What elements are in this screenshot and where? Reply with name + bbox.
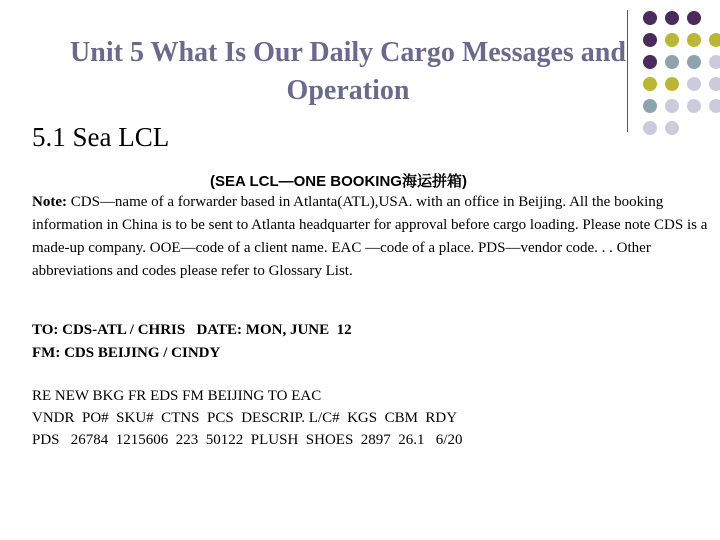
slide-title bbox=[18, 34, 678, 110]
dot bbox=[665, 11, 679, 25]
dot bbox=[687, 33, 701, 47]
decorative-divider bbox=[627, 10, 628, 132]
dot bbox=[687, 99, 701, 113]
message-to-line: TO: CDS-ATL / CHRIS DATE: MON, JUNE 12 bbox=[32, 322, 352, 338]
cargo-table-header: VNDR PO# SKU# CTNS PCS DESCRIP. L/C# KGS CBM RDY bbox=[32, 410, 458, 426]
title-line-1: Unit 5 What Is Our Daily Cargo Messages and bbox=[70, 37, 626, 68]
booking-header: (SEA LCL—ONE BOOKING海运拼箱) bbox=[210, 173, 467, 190]
message-from-line: FM: CDS BEIJING / CINDY bbox=[32, 345, 221, 361]
dot bbox=[709, 33, 720, 47]
dot bbox=[643, 11, 657, 25]
title-line-2: Operation bbox=[286, 75, 410, 106]
dot bbox=[709, 99, 720, 113]
message-subject-line: RE NEW BKG FR EDS FM BEIJING TO EAC bbox=[32, 388, 322, 404]
note-paragraph bbox=[32, 191, 712, 283]
note-text: CDS—name of a forwarder based in Atlanta(ATL),USA. with an office in Beijing. All the booking information in China is to be sent to Atlanta headquarter for approval before cargo loading. Please note CDS is a made-up company. OOE—code of a client name. EAC —code of a place. PDS—vendor code. . . Other abbreviations and codes please refer to Glossary List. bbox=[32, 194, 708, 279]
section-heading: 5.1 Sea LCL bbox=[32, 122, 170, 152]
dot bbox=[687, 77, 701, 91]
dot bbox=[665, 121, 679, 135]
dot bbox=[709, 77, 720, 91]
dot bbox=[687, 55, 701, 69]
dot bbox=[687, 11, 701, 25]
cargo-table-row: PDS 26784 1215606 223 50122 PLUSH SHOES 2897 26.1 6/20 bbox=[32, 432, 463, 448]
dot bbox=[643, 121, 657, 135]
dot bbox=[709, 55, 720, 69]
note-label: Note: bbox=[32, 194, 71, 210]
